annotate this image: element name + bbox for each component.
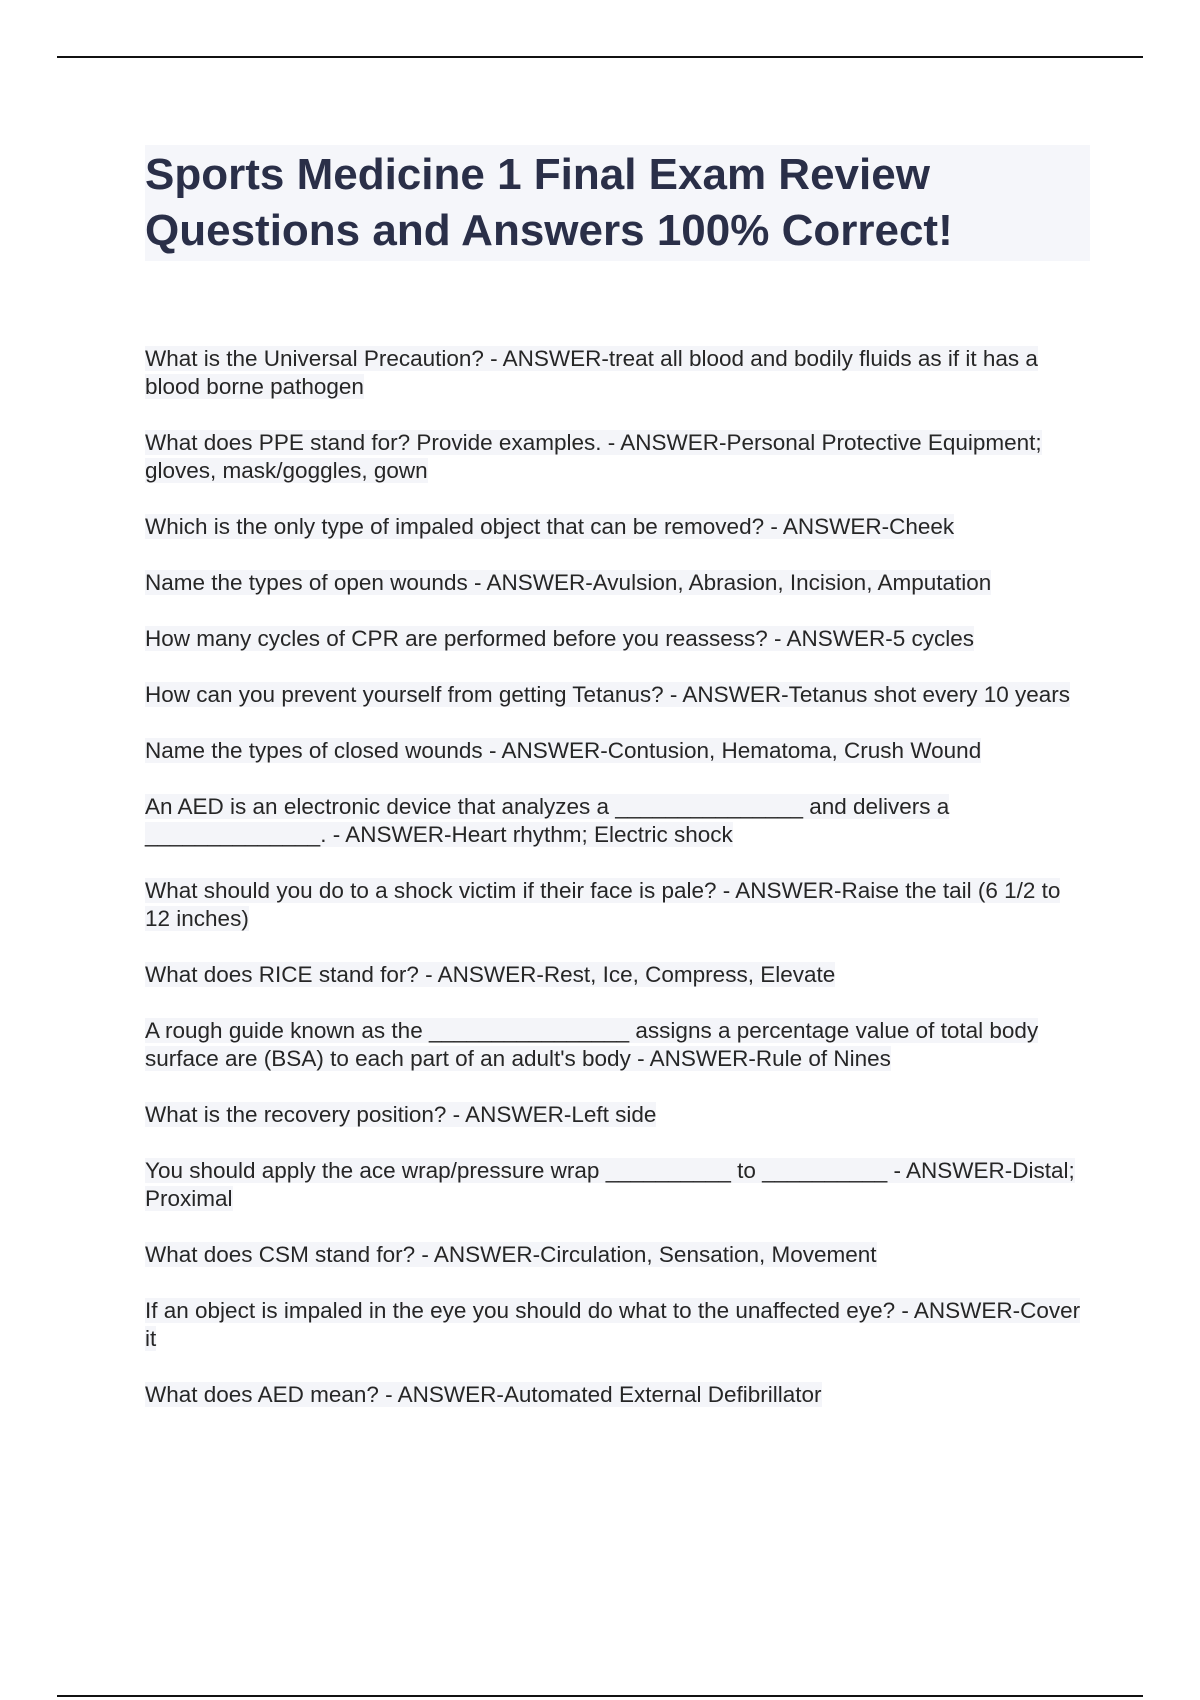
qa-item: What should you do to a shock victim if their face is pale? - ANSWER-Raise the tail (6 1/2 to 12 inches) [145, 878, 1061, 931]
qa-item: You should apply the ace wrap/pressure wrap __________ to __________ - ANSWER-Distal; Proximal [145, 1158, 1075, 1211]
qa-item: What does CSM stand for? - ANSWER-Circulation, Sensation, Movement [145, 1242, 877, 1267]
qa-item: How many cycles of CPR are performed before you reassess? - ANSWER-5 cycles [145, 626, 975, 651]
qa-item: How can you prevent yourself from getting Tetanus? - ANSWER-Tetanus shot every 10 years [145, 682, 1071, 707]
qa-item: What does RICE stand for? - ANSWER-Rest, Ice, Compress, Elevate [145, 962, 836, 987]
document-title: Sports Medicine 1 Final Exam Review Questions and Answers 100% Correct! [145, 145, 1090, 261]
qa-item: Name the types of open wounds - ANSWER-Avulsion, Abrasion, Incision, Amputation [145, 570, 992, 595]
top-rule [57, 56, 1143, 58]
qa-item: If an object is impaled in the eye you should do what to the unaffected eye? - ANSWER-Cover it [145, 1298, 1081, 1351]
document-body [145, 145, 1090, 1437]
qa-item: What is the Universal Precaution? - ANSWER-treat all blood and bodily fluids as if it has a blood borne pathogen [145, 346, 1038, 399]
qa-item: A rough guide known as the ________________ assigns a percentage value of total body surface are (BSA) to each part of an adult's body - ANSWER-Rule of Nines [145, 1018, 1039, 1071]
qa-item: An AED is an electronic device that analyzes a _______________ and delivers a ______________. - ANSWER-Heart rhythm; Electric shock [145, 794, 950, 847]
qa-item: What is the recovery position? - ANSWER-Left side [145, 1102, 657, 1127]
qa-item: What does AED mean? - ANSWER-Automated External Defibrillator [145, 1382, 822, 1407]
qa-item: Which is the only type of impaled object that can be removed? - ANSWER-Cheek [145, 514, 955, 539]
bottom-rule [57, 1695, 1143, 1697]
qa-item: Name the types of closed wounds - ANSWER-Contusion, Hematoma, Crush Wound [145, 738, 982, 763]
qa-item: What does PPE stand for? Provide examples. - ANSWER-Personal Protective Equipment; gloves, mask/goggles, gown [145, 430, 1042, 483]
qa-list [145, 345, 1090, 1409]
